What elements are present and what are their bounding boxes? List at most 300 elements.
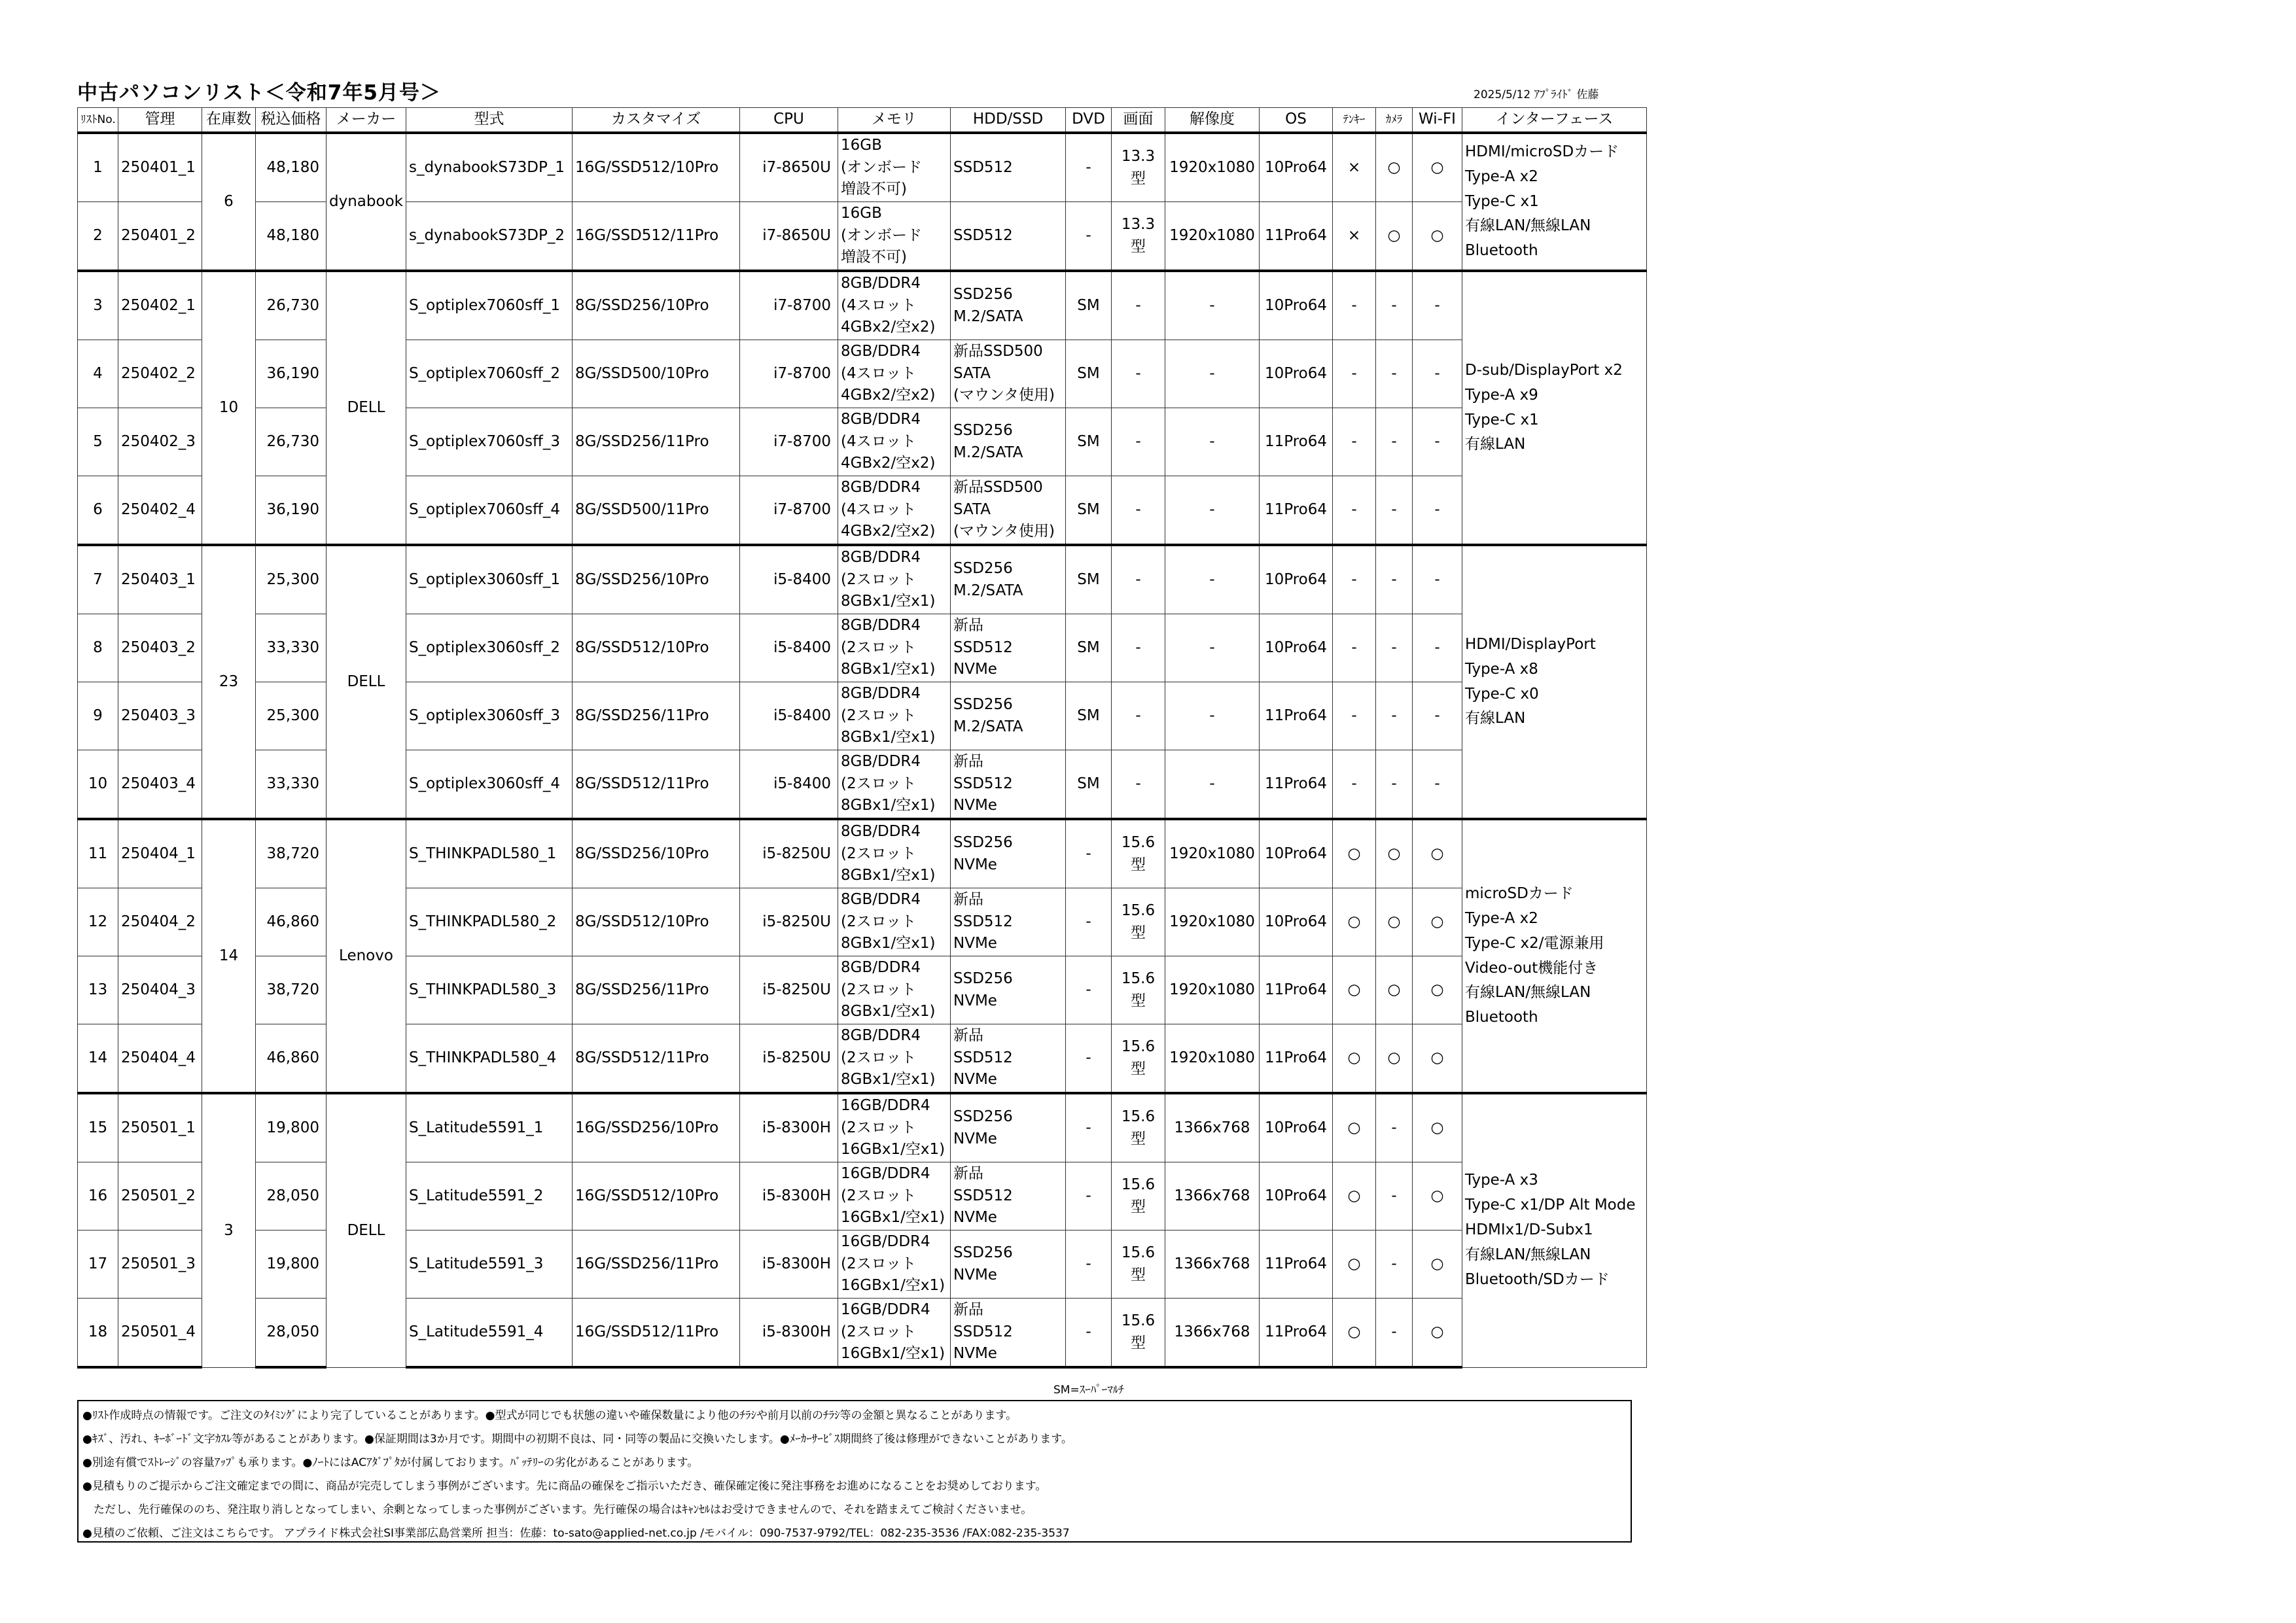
storage-cell: 新品 SSD512 NVMe xyxy=(951,1024,1066,1094)
resolution-cell: 1366x768 xyxy=(1165,1093,1260,1162)
camera-cell: ○ xyxy=(1376,819,1413,888)
memory-cell: 8GB/DDR4 (4スロット 4GBx2/空x2) xyxy=(838,271,951,340)
camera-cell: ○ xyxy=(1376,956,1413,1024)
wifi-cell: ○ xyxy=(1413,1230,1462,1299)
screen-cell: 15.6型 xyxy=(1112,1024,1165,1094)
customize-cell: 8G/SSD256/11Pro xyxy=(573,408,740,476)
tenkey-cell: ○ xyxy=(1333,888,1376,956)
camera-cell: - xyxy=(1376,271,1413,340)
interface-cell: microSDカード Type-A x2 Type-C x2/電源兼用 Video-out機能付き 有線LAN/無線LAN Bluetooth xyxy=(1462,819,1647,1093)
os-cell: 11Pro64 xyxy=(1260,1299,1333,1368)
model-cell: S_optiplex3060sff_2 xyxy=(406,614,573,682)
screen-cell: - xyxy=(1112,271,1165,340)
customize-cell: 8G/SSD512/10Pro xyxy=(573,614,740,682)
table-row xyxy=(78,956,1647,1024)
wifi-cell: ○ xyxy=(1413,1299,1462,1368)
resolution-cell: 1920x1080 xyxy=(1165,202,1260,271)
stock-count: 14 xyxy=(202,819,256,1093)
column-header: メモリ xyxy=(838,108,951,133)
storage-cell: SSD512 xyxy=(951,202,1066,271)
cpu-cell: i5-8300H xyxy=(740,1093,838,1162)
dvd-cell: SM xyxy=(1066,750,1112,820)
os-cell: 10Pro64 xyxy=(1260,340,1333,408)
wifi-cell: - xyxy=(1413,271,1462,340)
os-cell: 10Pro64 xyxy=(1260,888,1333,956)
note-line: ●ｷｽﾞ、汚れ、ｷｰﾎﾞｰﾄﾞ文字ｶｽﾚ等があることがあります。●保証期間は3か月です。期間中の初期不良は、同・同等の製品に交換いたします。●ﾒｰｶｰｻｰﾋﾞｽ期間終了後は修理ができないことがあります。 xyxy=(82,1433,1072,1446)
resolution-cell: 1920x1080 xyxy=(1165,1024,1260,1094)
os-cell: 11Pro64 xyxy=(1260,956,1333,1024)
screen-cell: 15.6型 xyxy=(1112,1299,1165,1368)
os-cell: 10Pro64 xyxy=(1260,545,1333,614)
camera-cell: ○ xyxy=(1376,133,1413,202)
customize-cell: 8G/SSD256/10Pro xyxy=(573,819,740,888)
management-code: 250404_4 xyxy=(118,1024,202,1094)
memory-cell: 8GB/DDR4 (2スロット 8GBx1/空x1) xyxy=(838,819,951,888)
storage-cell: SSD256 NVMe xyxy=(951,1093,1066,1162)
model-cell: S_THINKPADL580_1 xyxy=(406,819,573,888)
resolution-cell: - xyxy=(1165,682,1260,750)
screen-cell: - xyxy=(1112,476,1165,546)
management-code: 250403_3 xyxy=(118,682,202,750)
storage-cell: 新品 SSD512 NVMe xyxy=(951,1299,1066,1368)
tenkey-cell: - xyxy=(1333,340,1376,408)
customize-cell: 8G/SSD256/10Pro xyxy=(573,271,740,340)
resolution-cell: 1920x1080 xyxy=(1165,956,1260,1024)
price-cell: 19,800 xyxy=(256,1230,327,1299)
resolution-cell: 1920x1080 xyxy=(1165,819,1260,888)
cpu-cell: i7-8650U xyxy=(740,133,838,202)
dvd-cell: - xyxy=(1066,1024,1112,1094)
customize-cell: 16G/SSD512/11Pro xyxy=(573,1299,740,1368)
row-number: 12 xyxy=(78,888,118,956)
wifi-cell: ○ xyxy=(1413,1024,1462,1094)
table-row xyxy=(78,1299,1647,1368)
model-cell: S_Latitude5591_4 xyxy=(406,1299,573,1368)
storage-cell: SSD512 xyxy=(951,133,1066,202)
screen-cell: 15.6型 xyxy=(1112,888,1165,956)
os-cell: 11Pro64 xyxy=(1260,1024,1333,1094)
price-cell: 33,330 xyxy=(256,614,327,682)
table-row xyxy=(78,271,1647,340)
camera-cell: - xyxy=(1376,614,1413,682)
screen-cell: 15.6型 xyxy=(1112,1230,1165,1299)
wifi-cell: ○ xyxy=(1413,1162,1462,1230)
os-cell: 10Pro64 xyxy=(1260,133,1333,202)
pc-list-table xyxy=(77,107,1647,1369)
memory-cell: 16GB/DDR4 (2スロット 16GBx1/空x1) xyxy=(838,1230,951,1299)
price-cell: 46,860 xyxy=(256,888,327,956)
price-cell: 25,300 xyxy=(256,682,327,750)
dvd-cell: - xyxy=(1066,1093,1112,1162)
os-cell: 10Pro64 xyxy=(1260,1093,1333,1162)
management-code: 250501_3 xyxy=(118,1230,202,1299)
price-cell: 28,050 xyxy=(256,1299,327,1368)
management-code: 250501_4 xyxy=(118,1299,202,1368)
wifi-cell: - xyxy=(1413,408,1462,476)
management-code: 250404_2 xyxy=(118,888,202,956)
tenkey-cell: - xyxy=(1333,271,1376,340)
dvd-cell: SM xyxy=(1066,476,1112,546)
model-cell: S_THINKPADL580_4 xyxy=(406,1024,573,1094)
customize-cell: 16G/SSD512/10Pro xyxy=(573,1162,740,1230)
camera-cell: ○ xyxy=(1376,888,1413,956)
interface-cell: Type-A x3 Type-C x1/DP Alt Mode HDMIx1/D-Subx1 有線LAN/無線LAN Bluetooth/SDカード xyxy=(1462,1093,1647,1367)
screen-cell: - xyxy=(1112,340,1165,408)
memory-cell: 16GB/DDR4 (2スロット 16GBx1/空x1) xyxy=(838,1093,951,1162)
table-row xyxy=(78,1162,1647,1230)
resolution-cell: 1366x768 xyxy=(1165,1162,1260,1230)
resolution-cell: - xyxy=(1165,340,1260,408)
customize-cell: 8G/SSD256/11Pro xyxy=(573,956,740,1024)
memory-cell: 8GB/DDR4 (4スロット 4GBx2/空x2) xyxy=(838,476,951,546)
column-header: インターフェース xyxy=(1462,108,1647,133)
price-cell: 48,180 xyxy=(256,202,327,271)
model-cell: S_optiplex3060sff_3 xyxy=(406,682,573,750)
management-code: 250403_4 xyxy=(118,750,202,820)
cpu-cell: i5-8400 xyxy=(740,545,838,614)
price-cell: 19,800 xyxy=(256,1093,327,1162)
memory-cell: 16GB/DDR4 (2スロット 16GBx1/空x1) xyxy=(838,1162,951,1230)
tenkey-cell: × xyxy=(1333,202,1376,271)
wifi-cell: ○ xyxy=(1413,956,1462,1024)
tenkey-cell: × xyxy=(1333,133,1376,202)
camera-cell: ○ xyxy=(1376,202,1413,271)
cpu-cell: i5-8250U xyxy=(740,1024,838,1094)
model-cell: S_optiplex3060sff_1 xyxy=(406,545,573,614)
date-author: 2025/5/12 ｱﾌﾟﾗｲﾄﾞ 佐藤 xyxy=(1474,88,1599,101)
row-number: 16 xyxy=(78,1162,118,1230)
camera-cell: - xyxy=(1376,545,1413,614)
model-cell: S_Latitude5591_3 xyxy=(406,1230,573,1299)
tenkey-cell: - xyxy=(1333,408,1376,476)
row-number: 17 xyxy=(78,1230,118,1299)
price-cell: 48,180 xyxy=(256,133,327,202)
column-header: CPU xyxy=(740,108,838,133)
interface-cell: HDMI/microSDカード Type-A x2 Type-C x1 有線LAN/無線LAN Bluetooth xyxy=(1462,133,1647,271)
price-cell: 25,300 xyxy=(256,545,327,614)
cpu-cell: i7-8700 xyxy=(740,408,838,476)
memory-cell: 8GB/DDR4 (4スロット 4GBx2/空x2) xyxy=(838,408,951,476)
management-code: 250402_3 xyxy=(118,408,202,476)
model-cell: s_dynabookS73DP_1 xyxy=(406,133,573,202)
memory-cell: 16GB/DDR4 (2スロット 16GBx1/空x1) xyxy=(838,1299,951,1368)
screen-cell: - xyxy=(1112,545,1165,614)
customize-cell: 8G/SSD512/11Pro xyxy=(573,1024,740,1094)
column-header: 管理 xyxy=(118,108,202,133)
customize-cell: 8G/SSD500/10Pro xyxy=(573,340,740,408)
management-code: 250402_4 xyxy=(118,476,202,546)
memory-cell: 8GB/DDR4 (2スロット 8GBx1/空x1) xyxy=(838,545,951,614)
wifi-cell: - xyxy=(1413,682,1462,750)
column-header: 型式 xyxy=(406,108,573,133)
customize-cell: 16G/SSD512/11Pro xyxy=(573,202,740,271)
management-code: 250401_1 xyxy=(118,133,202,202)
memory-cell: 16GB (オンボード 増設不可) xyxy=(838,202,951,271)
table-row xyxy=(78,545,1647,614)
storage-cell: 新品 SSD512 NVMe xyxy=(951,614,1066,682)
table-row xyxy=(78,888,1647,956)
row-number: 4 xyxy=(78,340,118,408)
tenkey-cell: ○ xyxy=(1333,819,1376,888)
notes-box xyxy=(77,1400,1632,1543)
wifi-cell: ○ xyxy=(1413,1093,1462,1162)
model-cell: S_optiplex7060sff_3 xyxy=(406,408,573,476)
model-cell: S_optiplex7060sff_1 xyxy=(406,271,573,340)
storage-cell: SSD256 M.2/SATA xyxy=(951,545,1066,614)
wifi-cell: - xyxy=(1413,750,1462,820)
customize-cell: 8G/SSD256/10Pro xyxy=(573,545,740,614)
management-code: 250404_1 xyxy=(118,819,202,888)
resolution-cell: - xyxy=(1165,271,1260,340)
dvd-cell: - xyxy=(1066,133,1112,202)
cpu-cell: i7-8700 xyxy=(740,271,838,340)
screen-cell: - xyxy=(1112,408,1165,476)
customize-cell: 8G/SSD500/11Pro xyxy=(573,476,740,546)
tenkey-cell: - xyxy=(1333,614,1376,682)
memory-cell: 8GB/DDR4 (2スロット 8GBx1/空x1) xyxy=(838,750,951,820)
camera-cell: - xyxy=(1376,476,1413,546)
storage-cell: SSD256 NVMe xyxy=(951,819,1066,888)
column-header: DVD xyxy=(1066,108,1112,133)
wifi-cell: - xyxy=(1413,340,1462,408)
column-header: メーカー xyxy=(327,108,406,133)
screen-cell: - xyxy=(1112,750,1165,820)
price-cell: 28,050 xyxy=(256,1162,327,1230)
camera-cell: - xyxy=(1376,682,1413,750)
management-code: 250402_1 xyxy=(118,271,202,340)
table-row xyxy=(78,819,1647,888)
model-cell: S_THINKPADL580_3 xyxy=(406,956,573,1024)
tenkey-cell: ○ xyxy=(1333,1299,1376,1368)
os-cell: 11Pro64 xyxy=(1260,476,1333,546)
os-cell: 11Pro64 xyxy=(1260,408,1333,476)
management-code: 250404_3 xyxy=(118,956,202,1024)
storage-cell: SSD256 M.2/SATA xyxy=(951,408,1066,476)
resolution-cell: - xyxy=(1165,408,1260,476)
resolution-cell: 1366x768 xyxy=(1165,1230,1260,1299)
resolution-cell: - xyxy=(1165,750,1260,820)
cpu-cell: i7-8700 xyxy=(740,340,838,408)
memory-cell: 8GB/DDR4 (2スロット 8GBx1/空x1) xyxy=(838,1024,951,1094)
row-number: 1 xyxy=(78,133,118,202)
camera-cell: ○ xyxy=(1376,1024,1413,1094)
os-cell: 10Pro64 xyxy=(1260,1162,1333,1230)
dvd-cell: - xyxy=(1066,1230,1112,1299)
tenkey-cell: - xyxy=(1333,476,1376,546)
sm-legend: SM=ｽｰﾊﾟｰﾏﾙﾁ xyxy=(1053,1384,1124,1397)
price-cell: 36,190 xyxy=(256,476,327,546)
resolution-cell: 1366x768 xyxy=(1165,1299,1260,1368)
management-code: 250401_2 xyxy=(118,202,202,271)
memory-cell: 16GB (オンボード 増設不可) xyxy=(838,133,951,202)
maker-cell: dynabook xyxy=(327,133,406,271)
dvd-cell: SM xyxy=(1066,271,1112,340)
column-header: HDD/SSD xyxy=(951,108,1066,133)
dvd-cell: - xyxy=(1066,1299,1112,1368)
row-number: 15 xyxy=(78,1093,118,1162)
os-cell: 11Pro64 xyxy=(1260,682,1333,750)
page-title: 中古パソコンリスト＜令和7年5月号＞ xyxy=(77,81,441,105)
screen-cell: 15.6型 xyxy=(1112,819,1165,888)
maker-cell: Lenovo xyxy=(327,819,406,1093)
column-header: ｶﾒﾗ xyxy=(1376,108,1413,133)
os-cell: 11Pro64 xyxy=(1260,750,1333,820)
price-cell: 33,330 xyxy=(256,750,327,820)
cpu-cell: i5-8300H xyxy=(740,1230,838,1299)
cpu-cell: i5-8300H xyxy=(740,1299,838,1368)
customize-cell: 16G/SSD512/10Pro xyxy=(573,133,740,202)
price-cell: 46,860 xyxy=(256,1024,327,1094)
price-cell: 26,730 xyxy=(256,408,327,476)
tenkey-cell: ○ xyxy=(1333,1230,1376,1299)
tenkey-cell: - xyxy=(1333,750,1376,820)
table-row xyxy=(78,202,1647,271)
camera-cell: - xyxy=(1376,408,1413,476)
note-line: ただし、先行確保ののち、発注取り消しとなってしまい、余剰となってしまった事例がございます。先行確保の場合はｷｬﾝｾﾙはお受けできませんので、それを踏まえてご検討くださいませ。 xyxy=(82,1503,1033,1516)
note-line: ●ﾘｽﾄ作成時点の情報です。ご注文のﾀｲﾐﾝｸﾞにより完了していることがあります。●型式が同じでも状態の違いや確保数量により他のﾁﾗｼや前月以前のﾁﾗｼ等の金額と異なることがあります。 xyxy=(82,1409,1017,1422)
management-code: 250501_2 xyxy=(118,1162,202,1230)
model-cell: S_optiplex7060sff_4 xyxy=(406,476,573,546)
os-cell: 11Pro64 xyxy=(1260,202,1333,271)
dvd-cell: - xyxy=(1066,1162,1112,1230)
management-code: 250403_2 xyxy=(118,614,202,682)
maker-cell: DELL xyxy=(327,271,406,545)
dvd-cell: SM xyxy=(1066,545,1112,614)
screen-cell: 15.6型 xyxy=(1112,1093,1165,1162)
cpu-cell: i5-8400 xyxy=(740,614,838,682)
dvd-cell: - xyxy=(1066,202,1112,271)
customize-cell: 16G/SSD256/11Pro xyxy=(573,1230,740,1299)
table-row xyxy=(78,476,1647,546)
row-number: 3 xyxy=(78,271,118,340)
row-number: 18 xyxy=(78,1299,118,1368)
customize-cell: 8G/SSD512/11Pro xyxy=(573,750,740,820)
stock-count: 3 xyxy=(202,1093,256,1367)
camera-cell: - xyxy=(1376,1093,1413,1162)
management-code: 250403_1 xyxy=(118,545,202,614)
storage-cell: SSD256 NVMe xyxy=(951,956,1066,1024)
resolution-cell: - xyxy=(1165,545,1260,614)
interface-cell: D-sub/DisplayPort x2 Type-A x9 Type-C x1 有線LAN xyxy=(1462,271,1647,545)
screen-cell: 13.3型 xyxy=(1112,133,1165,202)
dvd-cell: SM xyxy=(1066,408,1112,476)
dvd-cell: SM xyxy=(1066,614,1112,682)
column-header: OS xyxy=(1260,108,1333,133)
os-cell: 10Pro64 xyxy=(1260,614,1333,682)
screen-cell: 15.6型 xyxy=(1112,956,1165,1024)
storage-cell: 新品 SSD512 NVMe xyxy=(951,888,1066,956)
table-row xyxy=(78,682,1647,750)
storage-cell: SSD256 NVMe xyxy=(951,1230,1066,1299)
memory-cell: 8GB/DDR4 (4スロット 4GBx2/空x2) xyxy=(838,340,951,408)
dvd-cell: - xyxy=(1066,888,1112,956)
wifi-cell: ○ xyxy=(1413,819,1462,888)
cpu-cell: i5-8300H xyxy=(740,1162,838,1230)
cpu-cell: i7-8700 xyxy=(740,476,838,546)
stock-count: 10 xyxy=(202,271,256,545)
cpu-cell: i7-8650U xyxy=(740,202,838,271)
storage-cell: 新品SSD500 SATA (マウンタ使用) xyxy=(951,476,1066,546)
column-header: ﾘｽﾄNo. xyxy=(78,108,118,133)
row-number: 11 xyxy=(78,819,118,888)
row-number: 8 xyxy=(78,614,118,682)
table-row xyxy=(78,750,1647,820)
table-row xyxy=(78,133,1647,202)
management-code: 250402_2 xyxy=(118,340,202,408)
customize-cell: 8G/SSD512/10Pro xyxy=(573,888,740,956)
tenkey-cell: ○ xyxy=(1333,1024,1376,1094)
resolution-cell: 1920x1080 xyxy=(1165,888,1260,956)
interface-cell: HDMI/DisplayPort Type-A x8 Type-C x0 有線LAN xyxy=(1462,545,1647,819)
column-header: 画面 xyxy=(1112,108,1165,133)
tenkey-cell: ○ xyxy=(1333,1162,1376,1230)
model-cell: S_optiplex3060sff_4 xyxy=(406,750,573,820)
table-row xyxy=(78,1024,1647,1094)
tenkey-cell: - xyxy=(1333,545,1376,614)
table-row xyxy=(78,408,1647,476)
dvd-cell: - xyxy=(1066,819,1112,888)
screen-cell: 15.6型 xyxy=(1112,1162,1165,1230)
tenkey-cell: ○ xyxy=(1333,956,1376,1024)
maker-cell: DELL xyxy=(327,1093,406,1367)
table-row xyxy=(78,614,1647,682)
management-code: 250501_1 xyxy=(118,1093,202,1162)
resolution-cell: - xyxy=(1165,614,1260,682)
table-row xyxy=(78,1093,1647,1162)
wifi-cell: ○ xyxy=(1413,202,1462,271)
column-header: 税込価格 xyxy=(256,108,327,133)
dvd-cell: - xyxy=(1066,956,1112,1024)
row-number: 6 xyxy=(78,476,118,546)
resolution-cell: 1920x1080 xyxy=(1165,133,1260,202)
screen-cell: 13.3型 xyxy=(1112,202,1165,271)
storage-cell: 新品SSD500 SATA (マウンタ使用) xyxy=(951,340,1066,408)
camera-cell: - xyxy=(1376,1162,1413,1230)
row-number: 14 xyxy=(78,1024,118,1094)
memory-cell: 8GB/DDR4 (2スロット 8GBx1/空x1) xyxy=(838,614,951,682)
column-header: ﾃﾝｷｰ xyxy=(1333,108,1376,133)
wifi-cell: - xyxy=(1413,545,1462,614)
stock-count: 23 xyxy=(202,545,256,819)
column-header: 在庫数 xyxy=(202,108,256,133)
cpu-cell: i5-8250U xyxy=(740,888,838,956)
cpu-cell: i5-8400 xyxy=(740,750,838,820)
wifi-cell: ○ xyxy=(1413,888,1462,956)
camera-cell: - xyxy=(1376,750,1413,820)
price-cell: 26,730 xyxy=(256,271,327,340)
os-cell: 11Pro64 xyxy=(1260,1230,1333,1299)
row-number: 7 xyxy=(78,545,118,614)
column-header: 解像度 xyxy=(1165,108,1260,133)
wifi-cell: ○ xyxy=(1413,133,1462,202)
note-line: ●見積のご依頼、ご注文はこちらです。 アプライド株式会社SI事業部広島営業所 担当：佐藤：to-sato@applied-net.co.jp /モバイル：090-7537-9792/TEL：082-235-3536 /FAX:082-235-3537 xyxy=(82,1527,1070,1540)
dvd-cell: SM xyxy=(1066,682,1112,750)
wifi-cell: - xyxy=(1413,614,1462,682)
screen-cell: - xyxy=(1112,682,1165,750)
memory-cell: 8GB/DDR4 (2スロット 8GBx1/空x1) xyxy=(838,682,951,750)
cpu-cell: i5-8250U xyxy=(740,819,838,888)
os-cell: 10Pro64 xyxy=(1260,271,1333,340)
storage-cell: 新品 SSD512 NVMe xyxy=(951,750,1066,820)
storage-cell: SSD256 M.2/SATA xyxy=(951,682,1066,750)
row-number: 10 xyxy=(78,750,118,820)
cpu-cell: i5-8400 xyxy=(740,682,838,750)
os-cell: 10Pro64 xyxy=(1260,819,1333,888)
tenkey-cell: - xyxy=(1333,682,1376,750)
row-number: 2 xyxy=(78,202,118,271)
screen-cell: - xyxy=(1112,614,1165,682)
price-cell: 36,190 xyxy=(256,340,327,408)
